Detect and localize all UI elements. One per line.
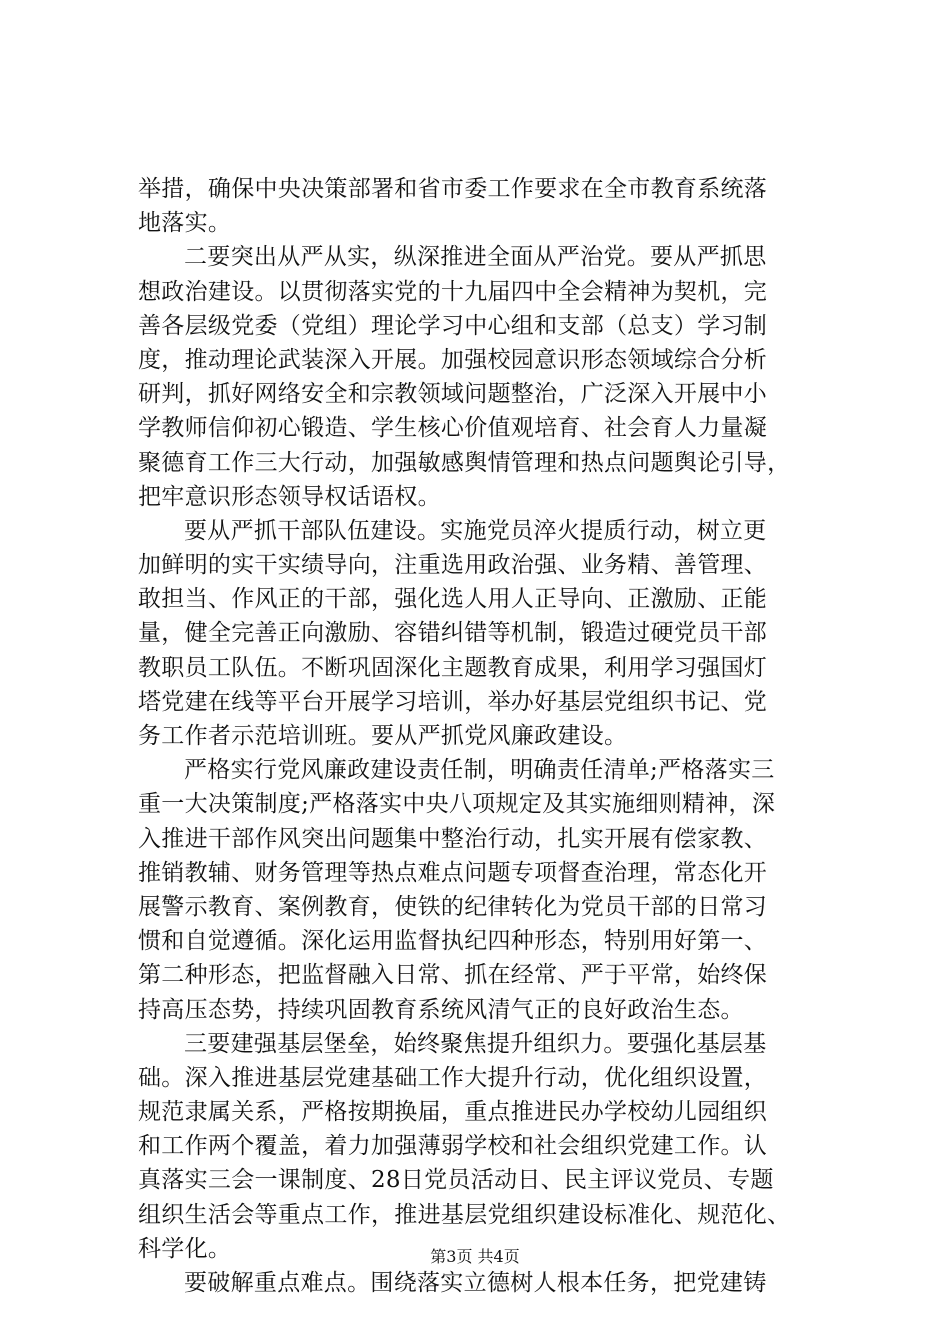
text-line: 展警示教育、案例教育，使铁的纪律转化为党员干部的日常习 <box>138 893 768 920</box>
document-body <box>138 172 840 1300</box>
text-line: 务工作者示范培训班。要从严抓党风廉政建设。 <box>138 723 628 749</box>
text-line: 组织生活会等重点工作，推进基层党组织建设标准化、规范化、 <box>138 1201 791 1228</box>
text-line: 把牢意识形态领导权话语权。 <box>138 483 441 510</box>
text-line: 要破解重点难点。围绕落实立德树人根本任务，把党建铸 <box>184 1270 767 1296</box>
text-line: 要从严抓干部队伍建设。实施党员淬火提质行动，树立更 <box>184 517 767 544</box>
text-line: 入推进干部作风突出问题集中整治行动，扎实开展有偿家教、 <box>138 825 768 852</box>
text-line: 推销教辅、财务管理等热点难点问题专项督查治理，常态化开 <box>138 859 768 886</box>
text-line: 三要建强基层堡垒，始终聚焦提升组织力。要强化基层基 <box>184 1030 767 1057</box>
text-line: 举措，确保中央决策部署和省市委工作要求在全市教育系统落 <box>138 176 768 202</box>
text-line: 严格实行党风廉政建设责任制，明确责任清单;严格落实三 <box>184 757 775 784</box>
text-line: 科学化。 <box>138 1235 232 1262</box>
text-line: 地落实。 <box>138 210 232 237</box>
text-line: 真落实三会一课制度、28日党员活动日、民主评议党员、专题 <box>138 1167 774 1194</box>
text-line: 量，健全完善正向激励、容错纠错等机制，锻造过硬党员干部 <box>138 620 768 647</box>
text-line: 敢担当、作风正的干部，强化选人用人正导向、正激励、正能 <box>138 586 768 613</box>
text-line: 重一大决策制度;严格落实中央八项规定及其实施细则精神，深 <box>138 791 776 818</box>
text-line: 教职员工队伍。不断巩固深化主题教育成果，利用学习强国灯 <box>138 654 768 681</box>
text-line: 加鲜明的实干实绩导向，注重选用政治强、业务精、善管理、 <box>138 552 768 579</box>
text-line: 研判，抓好网络安全和宗教领域问题整治，广泛深入开展中小 <box>138 381 768 408</box>
text-line: 二要突出从严从实，纵深推进全面从严治党。要从严抓思 <box>184 244 767 271</box>
text-line: 度，推动理论武装深入开展。加强校园意识形态领域综合分析 <box>138 346 768 373</box>
text-line: 第二种形态，把监督融入日常、抓在经常、严于平常，始终保 <box>138 962 768 989</box>
text-line: 持高压态势，持续巩固教育系统风清气正的良好政治生态。 <box>138 996 744 1023</box>
text-line: 规范隶属关系，严格按期换届，重点推进民办学校幼儿园组织 <box>138 1099 768 1126</box>
text-line: 学教师信仰初心锻造、学生核心价值观培育、社会育人力量凝 <box>138 415 768 442</box>
text-line: 础。深入推进基层党建基础工作大提升行动，优化组织设置， <box>138 1064 768 1091</box>
text-line: 聚德育工作三大行动，加强敏感舆情管理和热点问题舆论引导， <box>138 449 791 476</box>
text-line: 想政治建设。以贯彻落实党的十九届四中全会精神为契机，完 <box>138 278 768 305</box>
text-line: 塔党建在线等平台开展学习培训，举办好基层党组织书记、党 <box>138 688 768 715</box>
text-line: 和工作两个覆盖，着力加强薄弱学校和社会组织党建工作。认 <box>138 1133 768 1160</box>
text-line: 善各层级党委（党组）理论学习中心组和支部（总支）学习制 <box>138 312 768 339</box>
page-footer: 第3页 共4页 <box>430 1247 520 1266</box>
text-line: 惯和自觉遵循。深化运用监督执纪四种形态，特别用好第一、 <box>138 928 768 955</box>
